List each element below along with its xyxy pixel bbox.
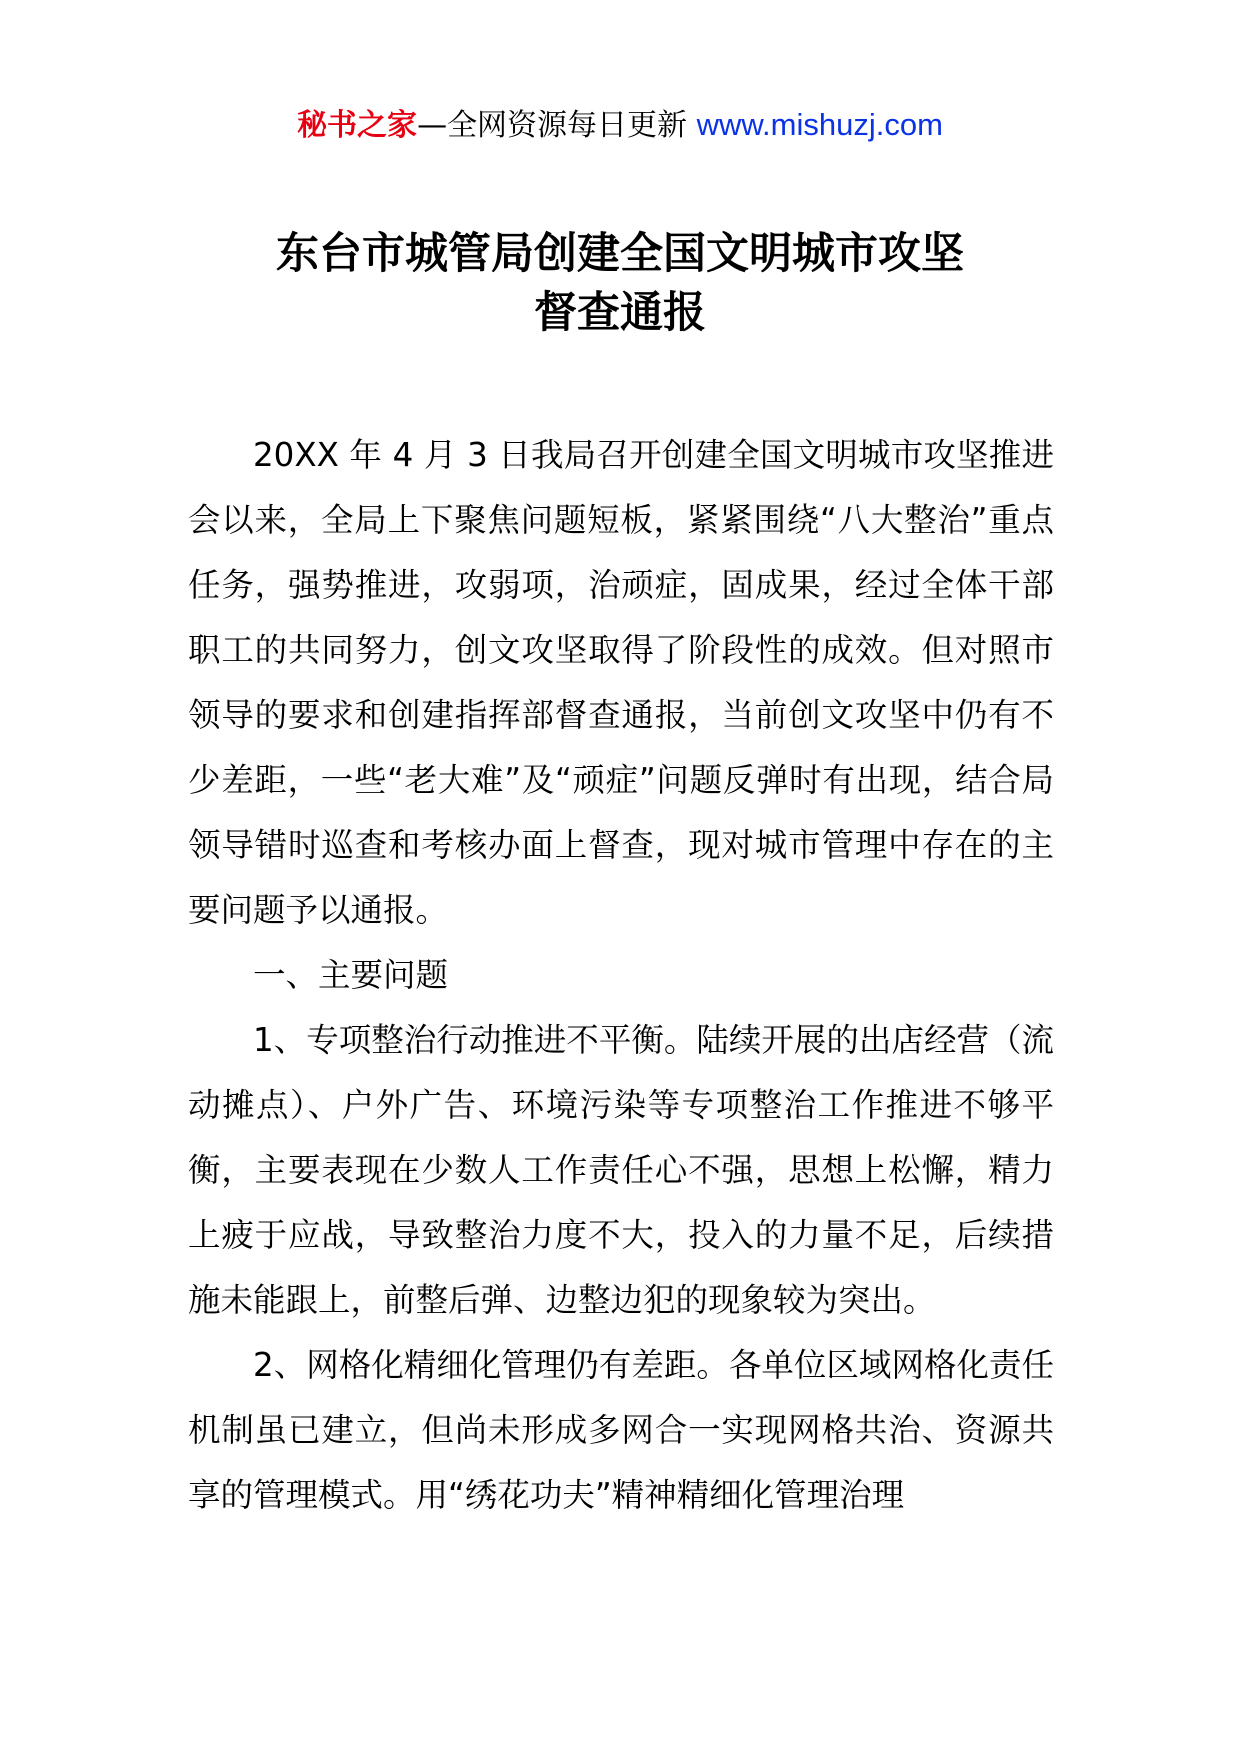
document-title-line-1: 东台市城管局创建全国文明城市攻坚: [276, 229, 964, 279]
page-header: [0, 98, 1240, 153]
paragraph-intro: 20XX 年 4 月 3 日我局召开创建全国文明城市攻坚推进会以来，全局上下聚焦问题短板，紧紧围绕“八大整治”重点任务，强势推进，攻弱项，治顽症，固成果，经过全体干部职工的共同努力，创文攻坚取得了阶段性的成效。但对照市领导的要求和创建指挥部督查通报，当前创文攻坚中仍有不少差距，一些“老大难”及“顽症”问题反弹时有出现，结合局领导错时巡查和考核办面上督查，现对城市管理中存在的主要问题予以通报。: [188, 436, 1054, 929]
document-title-line-2: 督查通报: [534, 288, 706, 338]
section-heading-main-issues: 一、主要问题: [253, 956, 449, 994]
paragraph-issue-1: 1、专项整治行动推进不平衡。陆续开展的出店经营（流动摊点）、户外广告、环境污染等专项整治工作推进不够平衡，主要表现在少数人工作责任心不强，思想上松懈，精力上疲于应战，导致整治力度不大，投入的力量不足，后续措施未能跟上，前整后弹、边整边犯的现象较为突出。: [188, 1021, 1054, 1319]
document-title: [0, 225, 1240, 343]
paragraph-issue-2: 2、网格化精细化管理仍有差距。各单位区域网格化责任机制虽已建立，但尚未形成多网合一实现网格共治、资源共享的管理模式。用“绣花功夫”精神精细化管理治理: [188, 1346, 1054, 1514]
brand-name: 秘书之家: [297, 108, 418, 143]
document-body: [188, 423, 1054, 1528]
header-slogan: —全网资源每日更新: [417, 108, 688, 143]
header-url-link[interactable]: www.mishuzj.com: [696, 107, 943, 142]
